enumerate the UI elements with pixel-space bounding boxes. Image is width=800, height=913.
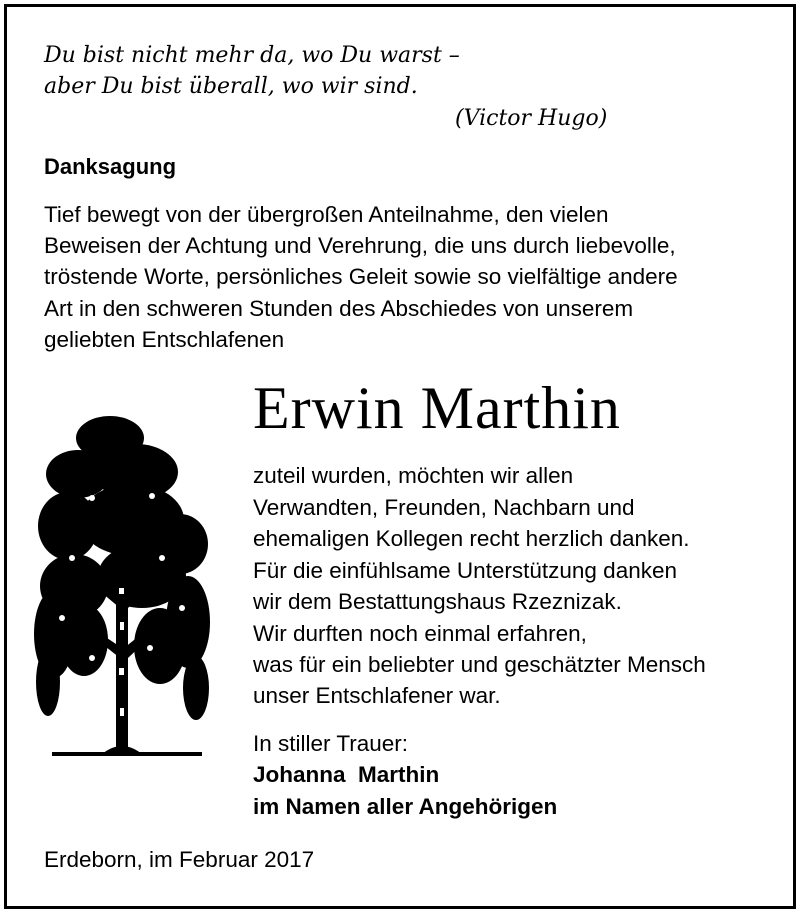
intro-line-3: tröstende Worte, persönliches Geleit sowie so vielfältige andere [44, 264, 678, 289]
signer-on-behalf: im Namen aller Angehörigen [253, 794, 558, 819]
quote-line-2: aber Du bist überall, wo wir sind. [44, 74, 418, 99]
intro-line-4: Art in den schweren Stunden des Abschiedes von unserem [44, 296, 634, 321]
deceased-name: Erwin Marthin [253, 375, 621, 441]
thanks-line-6: Wir durften noch einmal erfahren, [253, 621, 587, 646]
intro-line-5: geliebten Entschlafenen [44, 327, 285, 352]
mourning-label: In stiller Trauer: [253, 731, 409, 756]
quote-line-1: Du bist nicht mehr da, wo Du warst – [44, 43, 460, 68]
birch-tree-icon [32, 408, 214, 774]
intro-line-2: Beweisen der Achtung und Verehrung, die uns durch liebevolle, [44, 233, 676, 258]
place-date: Erdeborn, im Februar 2017 [44, 847, 315, 872]
thanks-line-7: was für ein beliebter und geschätzter Mensch [253, 652, 706, 677]
intro-line-1: Tief bewegt von der übergroßen Anteilnahme, den vielen [44, 202, 609, 227]
thanks-line-1: zuteil wurden, möchten wir allen [253, 463, 574, 488]
thanks-line-8: unser Entschlafener war. [253, 683, 501, 708]
thanks-line-3: ehemaligen Kollegen recht herzlich danken. [253, 526, 690, 551]
quote-author: (Victor Hugo) [455, 106, 608, 131]
thanks-line-5: wir dem Bestattungshaus Rzeznizak. [253, 589, 622, 614]
thanks-line-2: Verwandten, Freunden, Nachbarn und [253, 495, 635, 520]
signer-name: Johanna Marthin [253, 762, 440, 787]
thanks-line-4: Für die einfühlsame Unterstützung danken [253, 558, 677, 583]
heading-danksagung: Danksagung [44, 154, 177, 179]
